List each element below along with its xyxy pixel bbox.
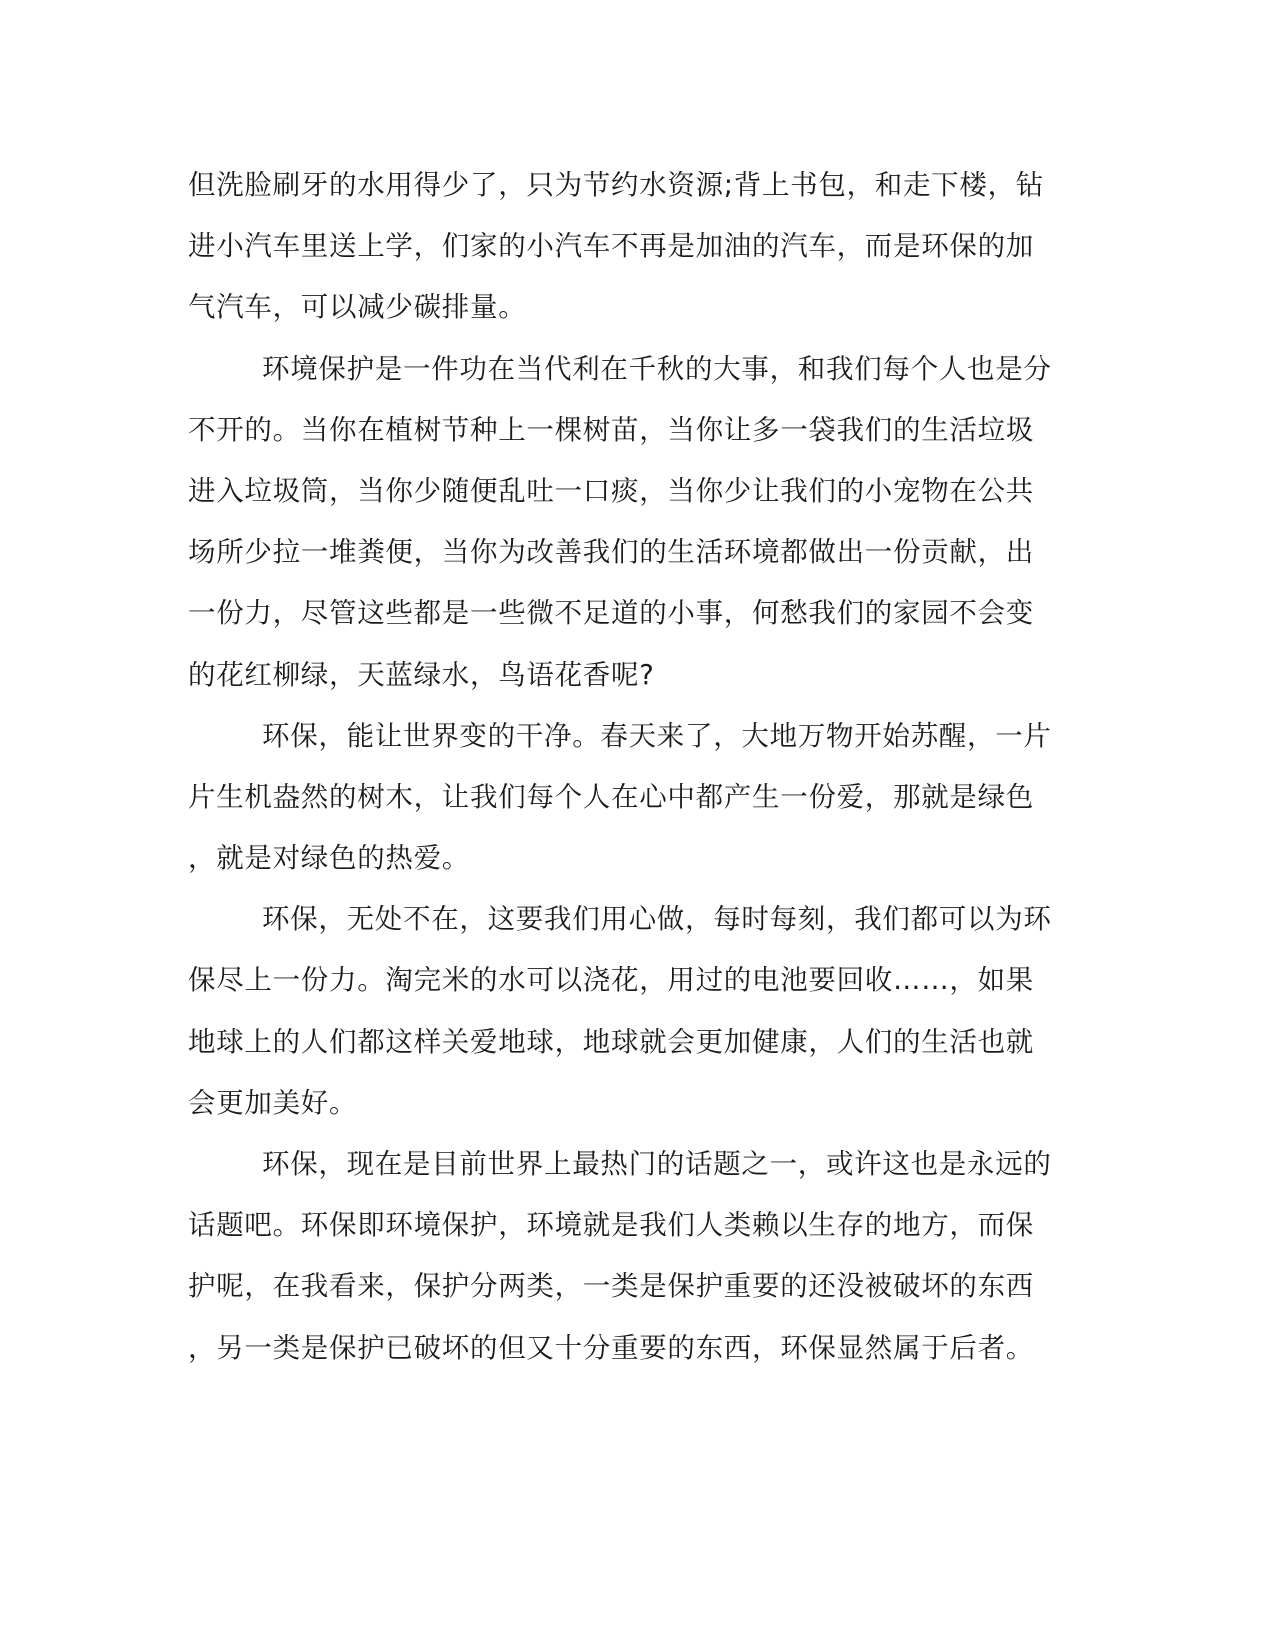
text-line: 环境保护是一件功在当代利在千秋的大事，和我们每个人也是分: [262, 352, 1052, 385]
text-line: 气汽车，可以减少碳排量。: [188, 291, 527, 324]
text-line: 一份力，尽管这些都是一些微不足道的小事，何愁我们的家园不会变: [188, 597, 1034, 630]
body-text: [188, 155, 1078, 1379]
text-line: 场所少拉一堆粪便，当你为改善我们的生活环境都做出一份贡献，出: [188, 536, 1034, 569]
paragraph-4: [188, 889, 1078, 1134]
text-line: ，就是对绿色的热爱。: [188, 842, 470, 875]
text-line: 保尽上一份力。淘完米的水可以浇花，用过的电池要回收……，如果: [188, 964, 1034, 997]
text-line: 片生机盎然的树木，让我们每个人在心中都产生一份爱，那就是绿色: [188, 780, 1034, 813]
paragraph-2: [188, 339, 1078, 706]
text-line: 进小汽车里送上学，们家的小汽车不再是加油的汽车，而是环保的加: [188, 230, 1034, 263]
text-line: 进入垃圾筒，当你少随便乱吐一口痰，当你少让我们的小宠物在公共: [188, 474, 1034, 507]
paragraph-3: [188, 706, 1078, 890]
text-line: 护呢，在我看来，保护分两类，一类是保护重要的还没被破坏的东西: [188, 1270, 1034, 1303]
paragraph-5: [188, 1134, 1078, 1379]
text-line: 环保，能让世界变的干净。春天来了，大地万物开始苏醒，一片: [262, 719, 1052, 752]
paragraph-1: [188, 155, 1078, 339]
text-line: 环保，现在是目前世界上最热门的话题之一，或许这也是永远的: [262, 1148, 1052, 1180]
text-line: 会更加美好。: [188, 1086, 358, 1119]
text-line: ，另一类是保护已破坏的但又十分重要的东西，环保显然属于后者。: [188, 1331, 1034, 1364]
text-line: 但洗脸刷牙的水用得少了，只为节约水资源;背上书包，和走下楼，钻: [188, 169, 1044, 201]
text-line: 话题吧。环保即环境保护，环境就是我们人类赖以生存的地方，而保: [188, 1209, 1034, 1242]
text-line: 的花红柳绿，天蓝绿水，鸟语花香呢?: [188, 658, 655, 691]
text-line: 地球上的人们都这样关爱地球，地球就会更加健康，人们的生活也就: [188, 1025, 1034, 1058]
text-line: 环保，无处不在，这要我们用心做，每时每刻，我们都可以为环: [262, 903, 1052, 936]
text-line: 不开的。当你在植树节种上一棵树苗，当你让多一袋我们的生活垃圾: [188, 413, 1034, 446]
